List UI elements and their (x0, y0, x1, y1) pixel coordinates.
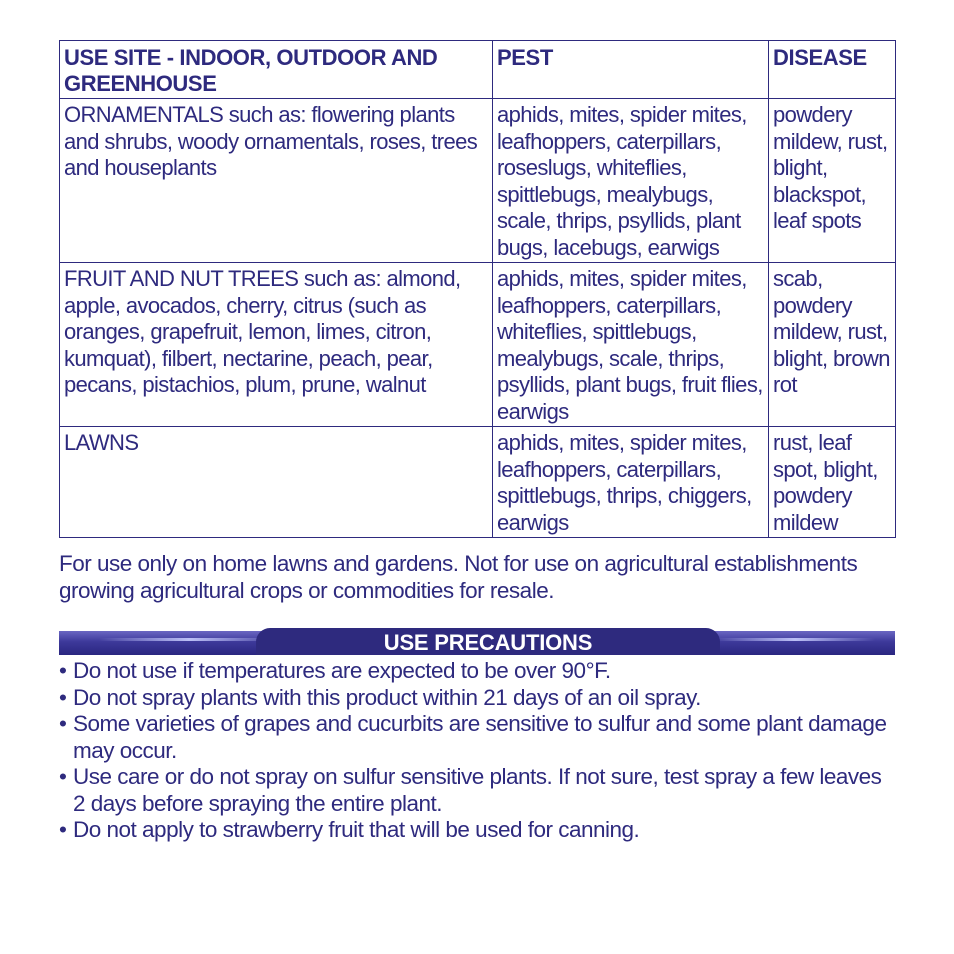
use-site-detail: such as: almond, apple, avocados, cherry, citrus (such as oranges, grapefruit, lemon, limes, citron, kumquat), filbert, nectarine, peach, pear, pecans, pistachios, plum, prune, walnut (64, 266, 461, 397)
bullet-icon: • (59, 658, 67, 683)
disease-cell: rust, leaf spot, blight, powdery mildew (769, 427, 896, 538)
bullet-icon: • (59, 711, 67, 736)
pest-cell: aphids, mites, spider mites, leafhoppers, caterpillars, roseslugs, whiteflies, spittlebugs, mealybugs, scale, thrips, psyllids, plant bugs, lacebugs, earwigs (493, 99, 769, 263)
use-site-cell (60, 427, 493, 538)
precaution-text: Do not apply to strawberry fruit that will be used for canning. (73, 817, 640, 842)
banner-highlight (99, 638, 279, 641)
precaution-text: Do not spray plants with this product within 21 days of an oil spray. (73, 684, 701, 710)
use-site-detail: such as: flowering plants and shrubs, woody ornamentals, roses, trees and houseplants (64, 102, 478, 180)
precaution-text: Use care or do not spray on sulfur sensitive plants. If not sure, test spray a few leaves 2 days before spraying the entire plant. (73, 764, 882, 816)
table-row (60, 427, 896, 538)
list-item (59, 764, 895, 817)
bullet-icon: • (59, 817, 67, 842)
precautions-title: USE PRECAUTIONS (256, 628, 720, 655)
bullet-icon: • (59, 764, 67, 789)
bullet-icon: • (59, 684, 67, 710)
table-header-row (60, 41, 896, 99)
precaution-text: Do not use if temperatures are expected to be over 90°F. (73, 658, 611, 683)
use-site-table (59, 40, 896, 538)
use-site-name: FRUIT AND NUT TREES (64, 266, 299, 291)
use-site-cell (60, 99, 493, 263)
list-item (59, 658, 895, 685)
usage-note: For use only on home lawns and gardens. Not for use on agricultural establishments growing agricultural crops or commodities for resale. (59, 551, 858, 603)
header-use-site: USE SITE - INDOOR, OUTDOOR AND GREENHOUSE (60, 41, 493, 99)
banner-highlight (715, 638, 875, 641)
use-site-name: ORNAMENTALS (64, 102, 224, 127)
precautions-banner (59, 628, 895, 656)
precautions-list (59, 658, 895, 844)
list-item (59, 685, 895, 712)
pest-cell: aphids, mites, spider mites, leafhoppers, caterpillars, spittlebugs, thrips, chiggers, earwigs (493, 427, 769, 538)
table-row (60, 99, 896, 263)
table-row (60, 263, 896, 427)
pest-cell: aphids, mites, spider mites, leafhoppers, caterpillars, whiteflies, spittlebugs, mealybugs, scale, thrips, psyllids, plant bugs, fruit flies, earwigs (493, 263, 769, 427)
list-item (59, 817, 895, 844)
precaution-text: Some varieties of grapes and cucurbits are sensitive to sulfur and some plant damage may occur. (73, 711, 887, 763)
list-item (59, 711, 895, 764)
header-disease: DISEASE (769, 41, 896, 99)
header-pest: PEST (493, 41, 769, 99)
use-site-cell (60, 263, 493, 427)
use-site-name: LAWNS (64, 430, 139, 455)
disease-cell: powdery mildew, rust, blight, blackspot, leaf spots (769, 99, 896, 263)
disease-cell: scab, powdery mildew, rust, blight, brown rot (769, 263, 896, 427)
label-page (59, 40, 895, 844)
